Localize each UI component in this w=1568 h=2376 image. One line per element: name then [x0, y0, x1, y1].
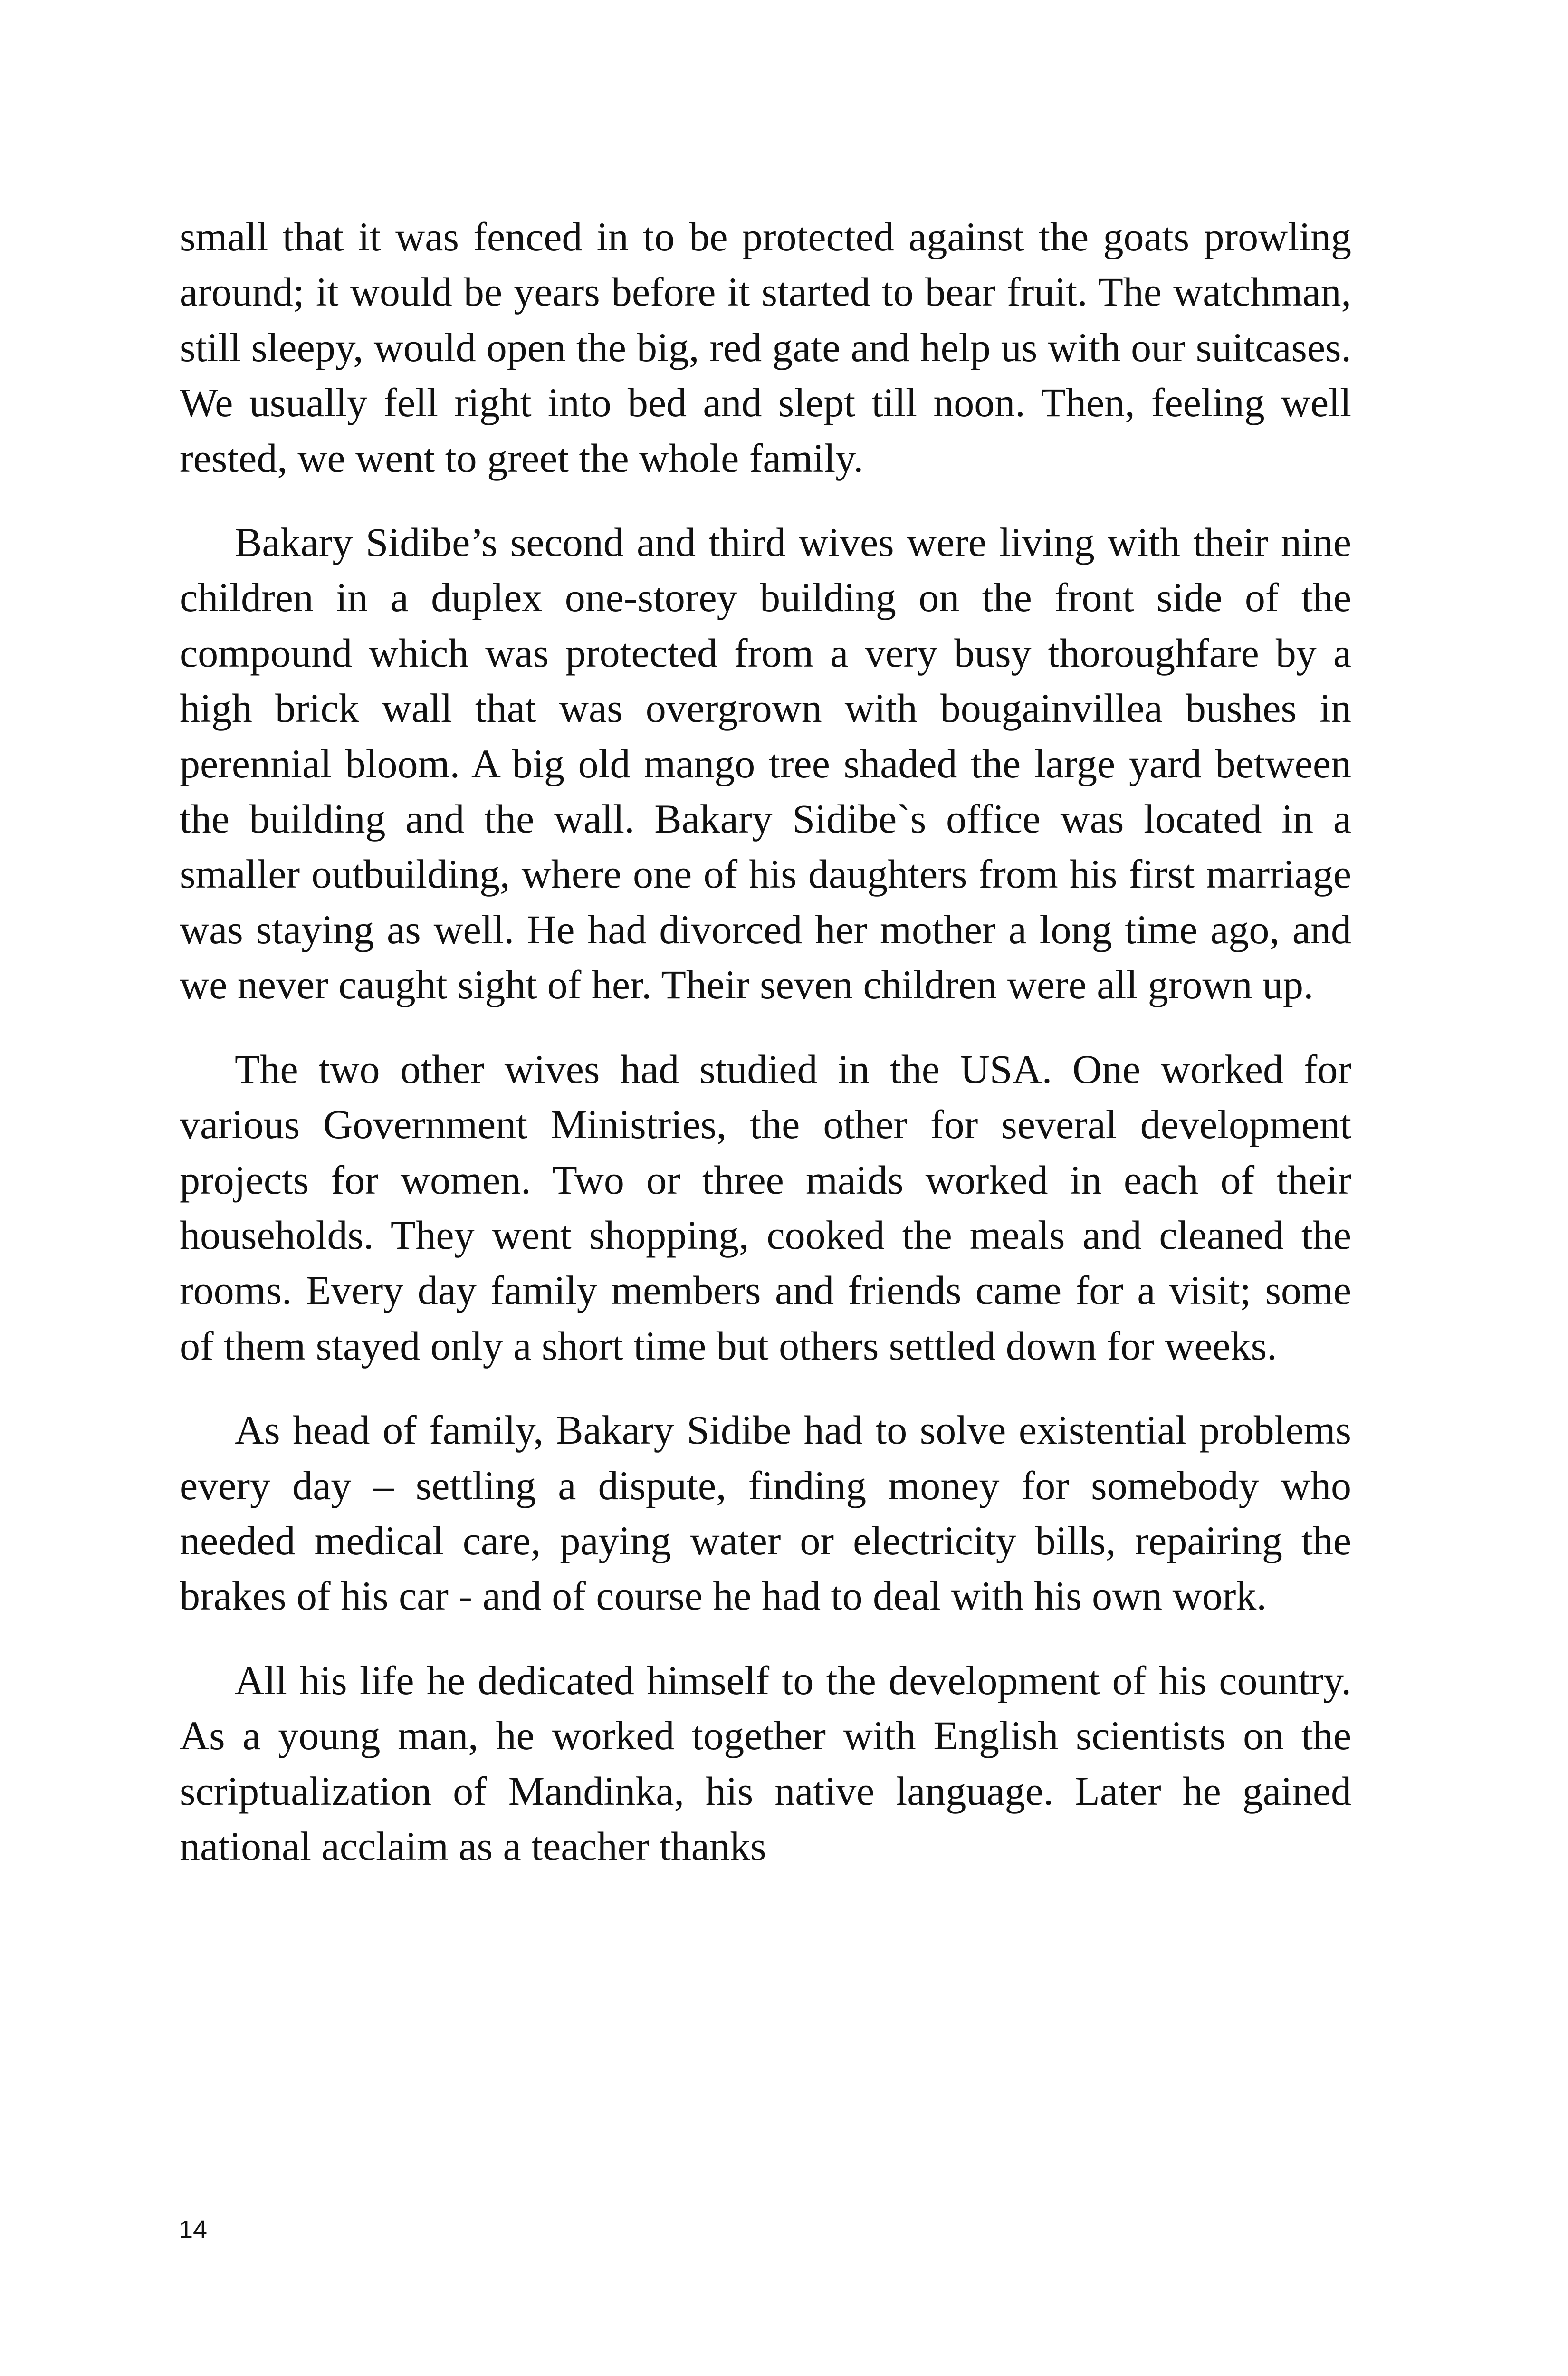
paragraph-compound-description: Bakary Sidibe’s second and third wives were living with their nine children in a duplex one-storey building on the front side of the compound which was protected from a very busy thoroughfare by a high brick wall that was overgrown with bougainvillea bushes in perennial bloom. A big old mango tree shaded the large yard between the building and the wall. Bakary Sidibe`s office was located in a smaller outbuilding, where one of his daughters from his first marriage was staying as well. He had divorced her mother a long time ago, and we never caught sight of her. Their seven children were all grown up.: [180, 519, 1351, 1008]
page-number: 14: [179, 2215, 208, 2244]
continued-paragraph: small that it was fenced in to be protected against the goats prowling around; it would be years before it started to bear fruit. The watchman, still sleepy, would open the big, red gate and help us with our suitcases. We usually fell right into bed and slept till noon. Then, feeling well rested, we went to greet the whole family.: [180, 214, 1351, 481]
paragraph-head-of-family: As head of family, Bakary Sidibe had to solve existential problems every day – settling a dispute, finding money for somebody who needed medical care, paying water or electricity bills, repairing the brakes of his car - and of course he had to deal with his own work.: [180, 1407, 1351, 1619]
paragraph-wives-and-households: The two other wives had studied in the USA. One worked for various Government Ministries, the other for several development projects for women. Two or three maids worked in each of their households. They went shopping, cooked the meals and cleaned the rooms. Every day family members and friends came for a visit; some of them stayed only a short time but others settled down for weeks.: [180, 1046, 1351, 1369]
body-text: [180, 209, 1351, 1903]
paragraph-development-work: All his life he dedicated himself to the development of his country. As a young man, he worked together with English scientists on the scriptualization of Mandinka, his native language. Later he gained national acclaim as a teacher thanks: [180, 1657, 1351, 1869]
